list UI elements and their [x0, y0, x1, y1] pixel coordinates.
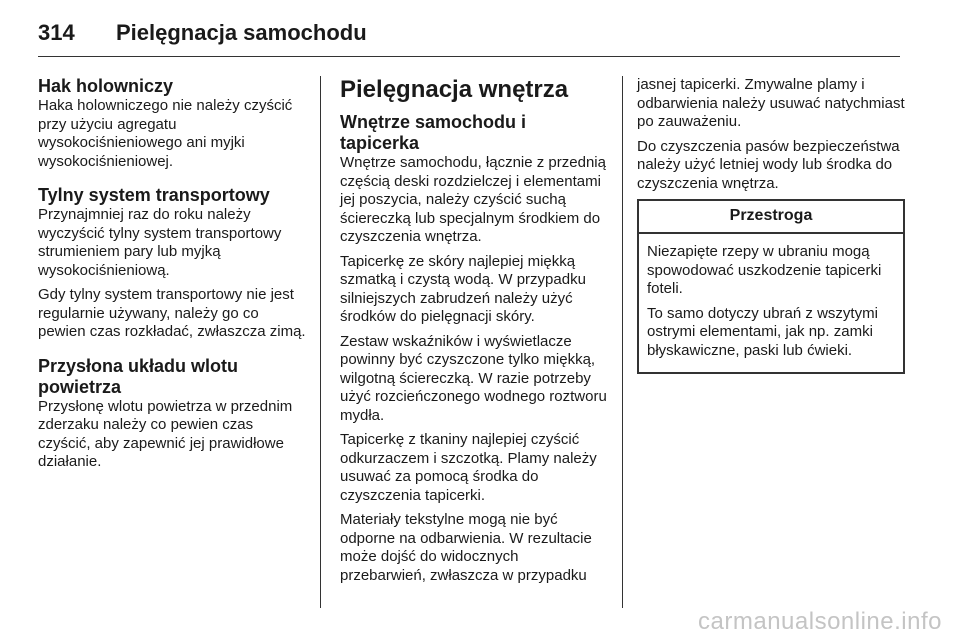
caution-box [637, 199, 905, 374]
page-header [38, 14, 900, 54]
paragraph: Zestaw wskaźników i wyświetlacze powinny być czyszczone tylko miękką, wilgotną ściereczką. W razie potrzeby użyć rozcieńczonego wodnego roztworu mydła. [340, 332, 607, 424]
heading-air-intake-shutter: Przysłona układu wlotu powietrza [38, 355, 239, 397]
subheading-interior: Wnętrze samochodu i tapicerka [340, 112, 527, 153]
paragraph: Przysłonę wlotu powietrza w przednim zderzaku należy co pewien czas czyścić, aby zapewnić jej prawidłowe działanie. [38, 397, 293, 470]
heading-rear-carrier: Tylny system transportowy [38, 185, 270, 205]
watermark: carmanualsonline.info [698, 608, 942, 635]
page-title: Pielęgnacja samochodu [116, 20, 367, 45]
header-divider [38, 56, 900, 57]
paragraph: Tapicerkę ze skóry najlepiej miękką szmatką i czystą wodą. W przypadku silniejszych zabrudzeń należy użyć środków do pielęgnacji skóry. [340, 252, 586, 325]
column-divider-1 [320, 76, 321, 608]
column-2 [340, 76, 608, 591]
paragraph: jasnej tapicerki. Zmywalne plamy i odbarwienia należy usuwać natychmiast po zauważeniu. [637, 76, 905, 130]
caution-body [639, 234, 903, 372]
paragraph: To samo dotyczy ubrań z wszytymi ostrymi elementami, jak np. zamki błyskawiczne, paski lub ćwieki. [647, 304, 878, 359]
heading-tow-hitch: Hak holowniczy [38, 76, 174, 96]
paragraph: Gdy tylny system transportowy nie jest regularnie używany, należy go co pewien czas rozkładać, zwłaszcza zimą. [38, 286, 306, 340]
paragraph: Materiały tekstylne mogą nie być odporne na odbarwienia. W rezultacie może dojść do widocznych przebarwień, zwłaszcza w przypadku [340, 511, 592, 584]
paragraph: Wnętrze samochodu, łącznie z przednią częścią deski rozdzielczej i elementami jej poszycia, należy czyścić suchą ściereczką lub specjalnym środkiem do czyszczenia wnętrza. [340, 154, 606, 245]
paragraph: Haka holowniczego nie należy czyścić przy użyciu agregatu wysokociśnieniowego ani myjki wysokociśnieniowej. [38, 97, 293, 170]
paragraph: Przynajmniej raz do roku należy wyczyścić tylny system transportowy strumieniem pary lub myjką wysokociśnieniową. [38, 206, 282, 279]
caution-title: Przestroga [639, 201, 903, 234]
column-divider-2 [622, 76, 623, 608]
paragraph: Do czyszczenia pasów bezpieczeństwa należy użyć letniej wody lub środka do czyszczenia wnętrza. [637, 137, 900, 192]
paragraph: Niezapięte rzepy w ubraniu mogą spowodować uszkodzenie tapicerki foteli. [647, 243, 882, 297]
column-1 [38, 76, 306, 478]
paragraph: Tapicerkę z tkaniny najlepiej czyścić odkurzaczem i szczotką. Plamy należy usuwać za pomocą środka do czyszczenia tapicerki. [340, 431, 597, 504]
section-title: Pielęgnacja wnętrza [340, 76, 569, 103]
column-3 [637, 76, 905, 374]
page-number: 314 [38, 20, 75, 45]
